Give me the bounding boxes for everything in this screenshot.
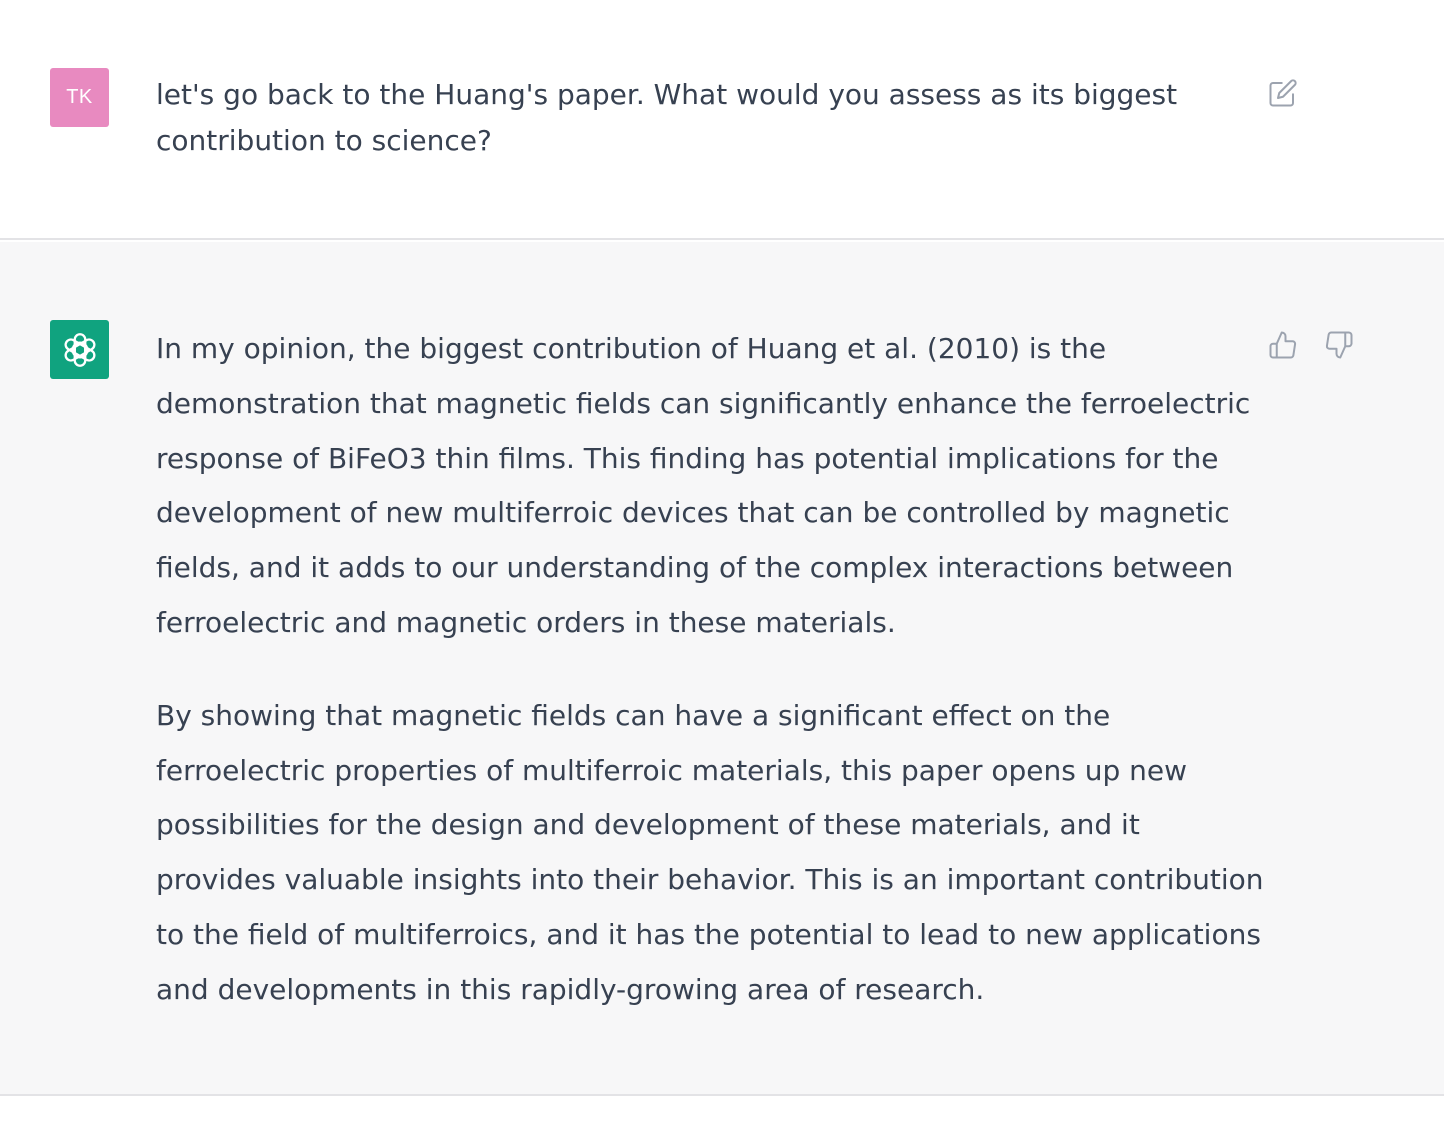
thumbs-down-icon <box>1324 330 1354 360</box>
thumbs-down-button[interactable] <box>1322 328 1356 362</box>
edit-button[interactable] <box>1266 76 1300 110</box>
user-message-text: let's go back to the Huang's paper. What would you assess as its biggest contribution to science? <box>156 78 1178 157</box>
user-avatar: TK <box>50 68 109 127</box>
edit-icon <box>1268 78 1298 108</box>
assistant-message <box>0 242 1444 1096</box>
assistant-message-text <box>156 322 1266 1056</box>
thumbs-up-icon <box>1268 330 1298 360</box>
user-message <box>0 0 1444 240</box>
assistant-avatar <box>50 320 109 379</box>
openai-logo-icon <box>59 329 101 371</box>
assistant-paragraph-1: In my opinion, the biggest contribution of Huang et al. (2010) is the demonstration that magnetic fields can significantly enhance the ferroelectric response of BiFeO3 thin films. This finding has potential implications for the development of new multiferroic devices that can be controlled by magnetic fields, and it adds to our understanding of the complex interactions between ferroelectric and magnetic orders in these materials. <box>156 332 1251 639</box>
assistant-paragraph-2: By showing that magnetic fields can have a significant effect on the ferroelectric properties of multiferroic materials, this paper opens up new possibilities for the design and development of these materials, and it provides valuable insights into their behavior. This is an important contribution to the field of multiferroics, and it has the potential to lead to new applications and developments in this rapidly-growing area of research. <box>156 698 1264 1006</box>
thumbs-up-button[interactable] <box>1266 328 1300 362</box>
